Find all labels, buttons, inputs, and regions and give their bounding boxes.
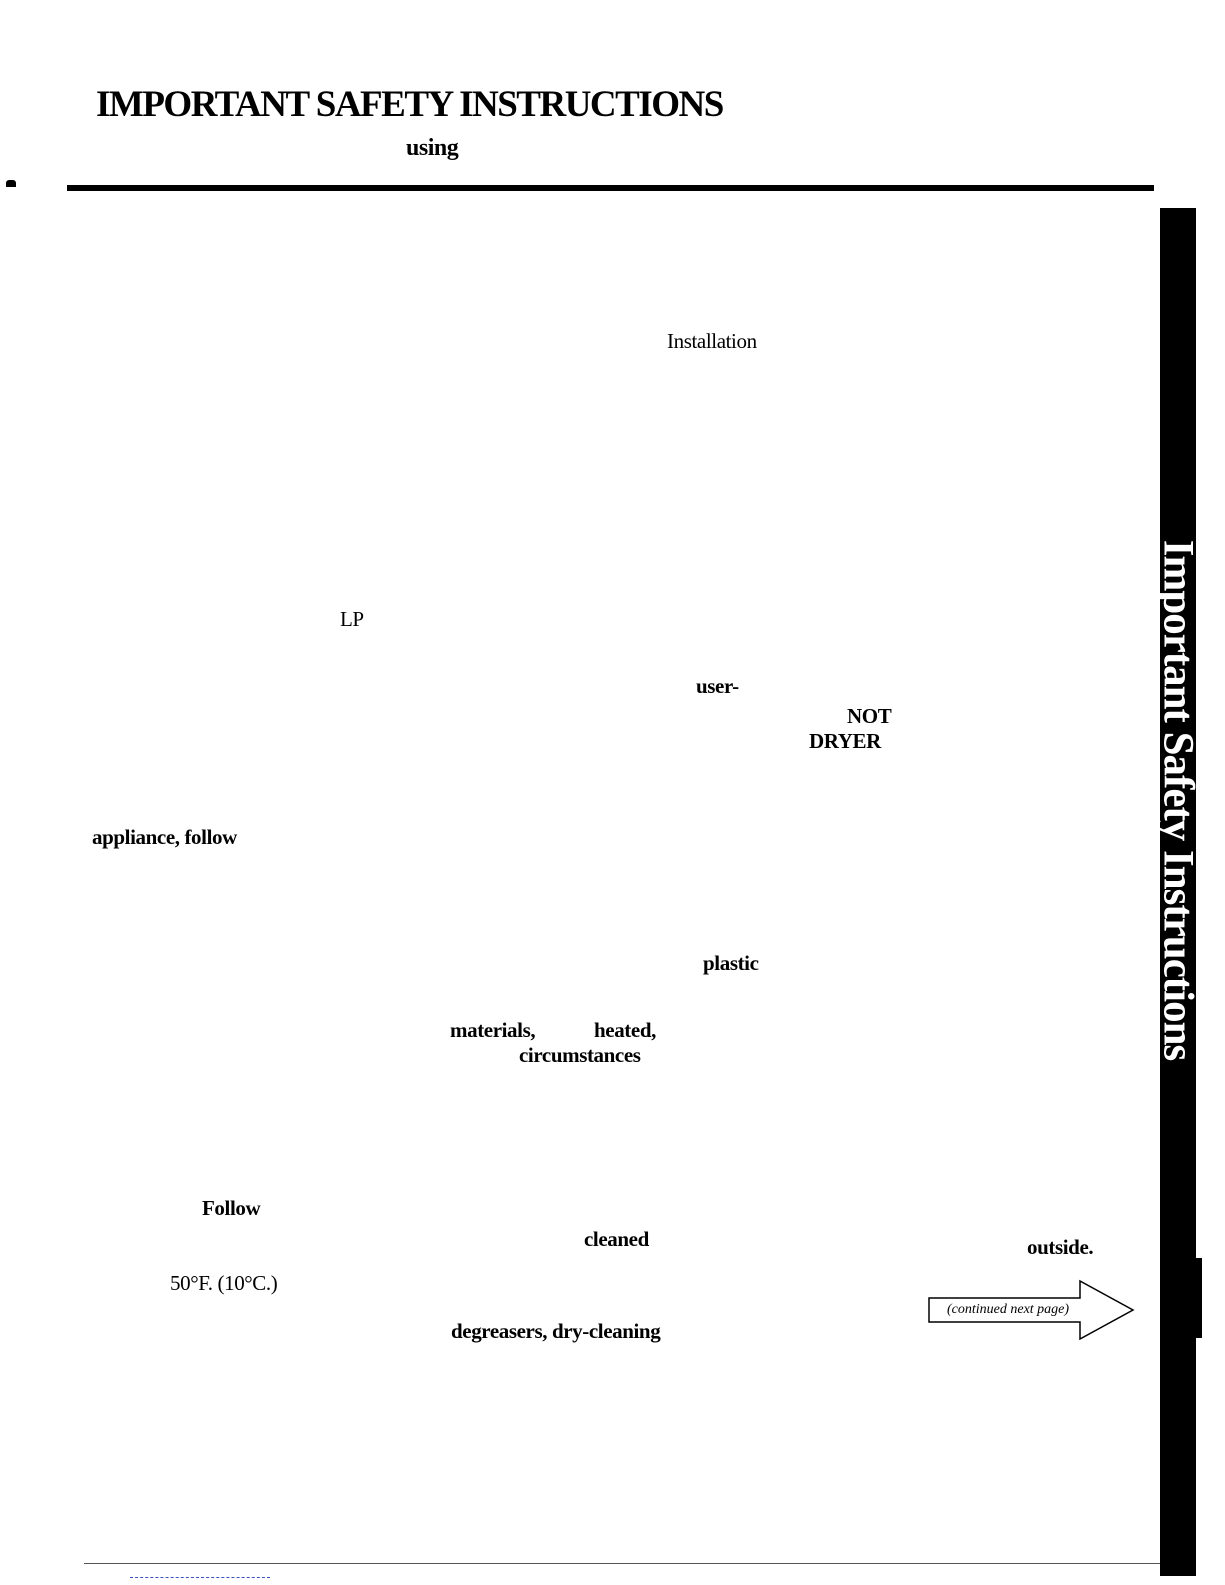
text-materials: materials, — [450, 1018, 536, 1042]
text-outside: outside. — [1027, 1235, 1094, 1259]
side-tab-label: Important Safety Instructions — [1154, 539, 1202, 1061]
text-temperature: 50°F. (10°C.) — [170, 1271, 278, 1295]
text-dryer: DRYER — [809, 729, 881, 753]
text-lp: LP — [340, 607, 364, 631]
footer-link-underline — [130, 1577, 270, 1579]
text-installation: Installation — [667, 329, 757, 353]
text-plastic: plastic — [703, 951, 759, 975]
text-cleaned: cleaned — [584, 1227, 649, 1251]
text-user: user- — [696, 674, 739, 698]
footer-rule — [84, 1563, 1160, 1564]
text-appliance-follow: appliance, follow — [92, 825, 237, 849]
text-not: NOT — [847, 704, 892, 728]
margin-mark — [6, 180, 16, 187]
text-circumstances: circumstances — [519, 1043, 641, 1067]
continued-next-page: (continued next page) — [947, 1302, 1070, 1317]
text-heated: heated, — [594, 1018, 656, 1042]
text-degreasers: degreasers, dry-cleaning — [451, 1319, 661, 1343]
header-rule — [67, 185, 1154, 191]
subtitle-fragment: using — [406, 135, 459, 161]
text-follow: Follow — [202, 1196, 261, 1220]
side-tab-notch — [1196, 1258, 1202, 1338]
page-title: IMPORTANT SAFETY INSTRUCTIONS — [96, 84, 723, 125]
